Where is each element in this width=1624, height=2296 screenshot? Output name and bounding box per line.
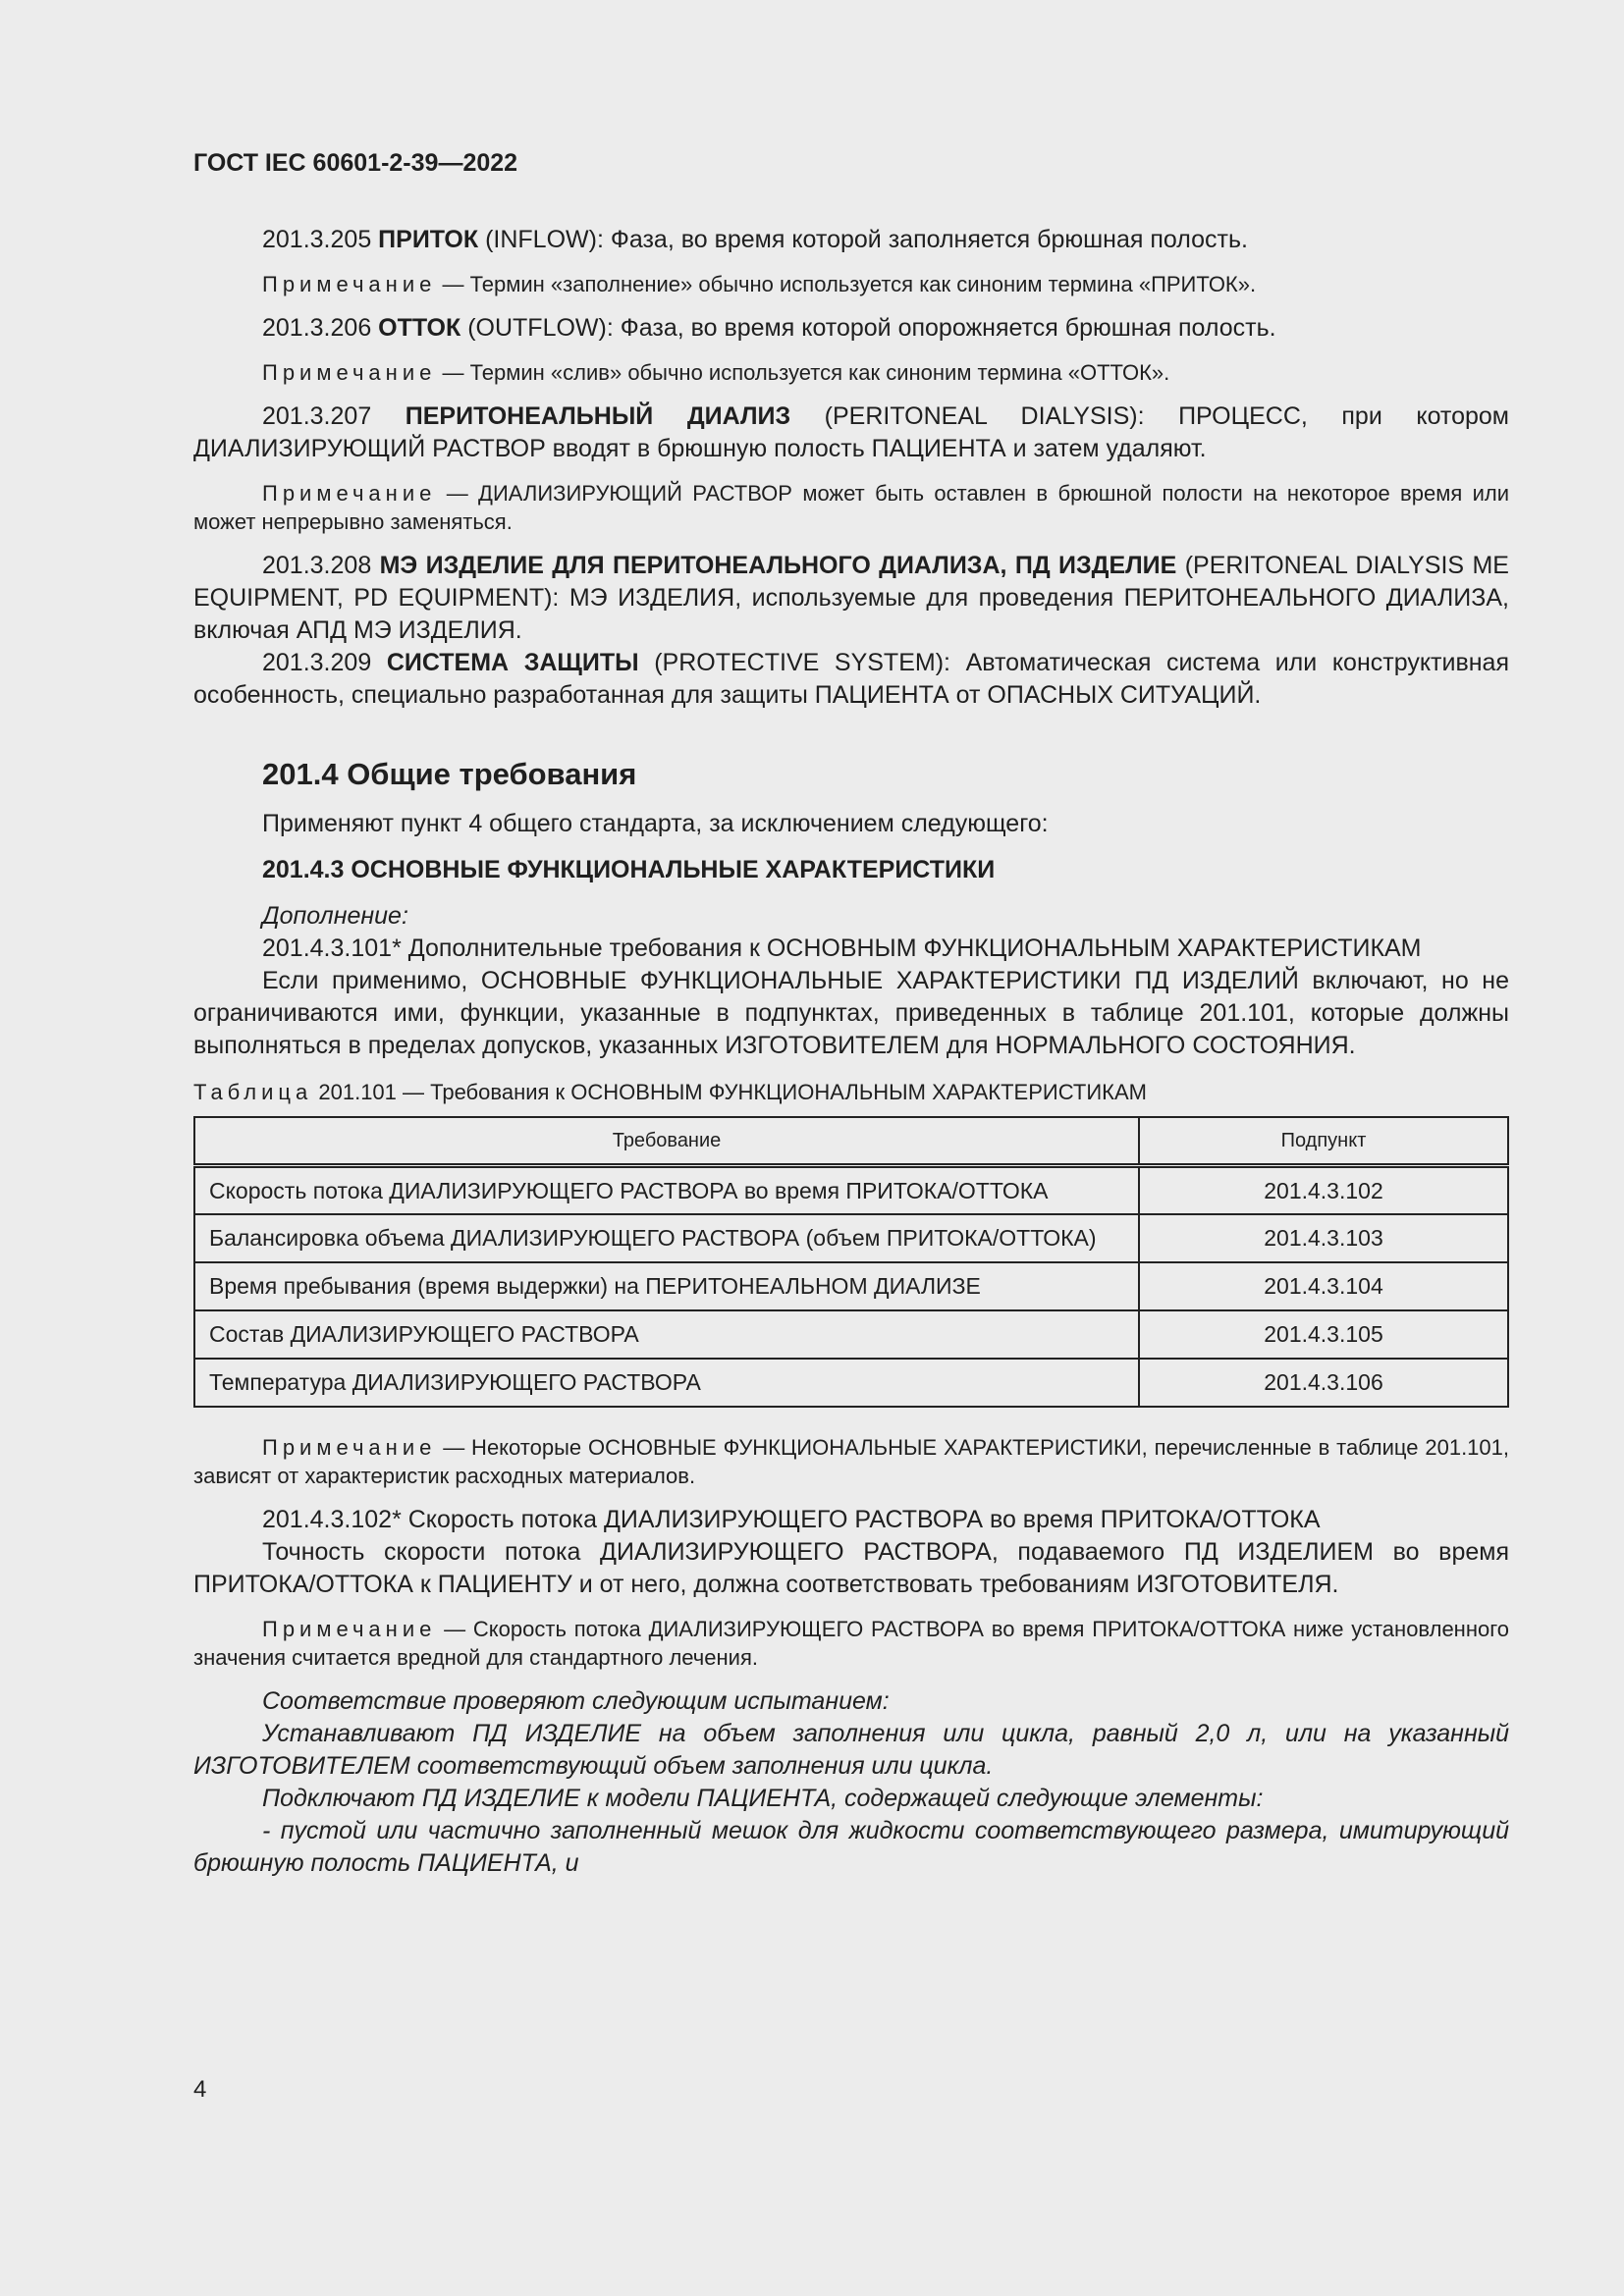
subsection-title: 201.4.3 ОСНОВНЫЕ ФУНКЦИОНАЛЬНЫЕ ХАРАКТЕРИСТИКИ	[262, 856, 996, 883]
page-number: 4	[193, 2076, 207, 2103]
table-row	[194, 1310, 1508, 1359]
def-term: СИСТЕМА ЗАЩИТЫ	[386, 649, 639, 676]
table-cell-requirement: Скорость потока ДИАЛИЗИРУЮЩЕГО РАСТВОРА во время ПРИТОКА/ОТТОКА	[194, 1166, 1139, 1214]
definition-207	[193, 400, 1509, 465]
note-text: — ДИАЛИЗИРУЮЩИЙ РАСТВОР может быть оставлен в брюшной полости на некоторое время или может непрерывно заменяться.	[193, 481, 1509, 534]
table-row	[194, 1214, 1508, 1262]
definition-205	[193, 224, 1509, 256]
note-207	[193, 479, 1509, 536]
test-step-3: - пустой или частично заполненный мешок для жидкости соответствующего размера, имитирующий брюшную полость ПАЦИЕНТА, и	[193, 1816, 1509, 1877]
def-text: (PERITONEAL DIALYSIS ME EQUIPMENT, PD EQUIPMENT): МЭ ИЗДЕЛИЯ, используемые для проведения ПЕРИТОНЕАЛЬНОГО ДИАЛИЗА, включая АПД МЭ ИЗДЕЛИЯ.	[193, 552, 1509, 644]
clause-102-title: 201.4.3.102* Скорость потока ДИАЛИЗИРУЮЩЕГО РАСТВОРА во время ПРИТОКА/ОТТОКА	[262, 1505, 1321, 1533]
def-term: ПРИТОК	[378, 226, 479, 253]
definition-209	[193, 647, 1509, 712]
def-term: МЭ ИЗДЕЛИЕ ДЛЯ ПЕРИТОНЕАЛЬНОГО ДИАЛИЗА, ПД ИЗДЕЛИЕ	[379, 552, 1177, 579]
table-cell-requirement: Время пребывания (время выдержки) на ПЕРИТОНЕАЛЬНОМ ДИАЛИЗЕ	[194, 1262, 1139, 1310]
def-number: 201.3.208	[262, 552, 380, 579]
table-cell-requirement: Состав ДИАЛИЗИРУЮЩЕГО РАСТВОРА	[194, 1310, 1139, 1359]
requirements-table	[193, 1116, 1509, 1408]
table-caption	[193, 1078, 1509, 1106]
table-row	[194, 1166, 1508, 1214]
clause-102-note	[193, 1615, 1509, 1672]
page-content	[193, 224, 1509, 1880]
def-text: (PROTECTIVE SYSTEM): Автоматическая система или конструктивная особенность, специально разработанная для защиты ПАЦИЕНТА от ОПАСНЫХ СИТУАЦИЙ.	[193, 649, 1509, 709]
definition-206	[193, 312, 1509, 345]
def-term: ОТТОК	[378, 314, 461, 342]
def-text: (OUTFLOW): Фаза, во время которой опорожняется брюшная полость.	[460, 314, 1276, 342]
note-label: Примечание	[262, 1616, 437, 1641]
caption-text: 201.101 — Требования к ОСНОВНЫМ ФУНКЦИОНАЛЬНЫМ ХАРАКТЕРИСТИКАМ	[312, 1080, 1147, 1104]
table-cell-subclause: 201.4.3.106	[1139, 1359, 1508, 1407]
clause-101-title: 201.4.3.101* Дополнительные требования к ОСНОВНЫМ ФУНКЦИОНАЛЬНЫМ ХАРАКТЕРИСТИКАМ	[262, 934, 1422, 962]
definition-208	[193, 550, 1509, 647]
note-label: Примечание	[262, 272, 437, 296]
def-number: 201.3.207	[262, 402, 406, 430]
table-cell-subclause: 201.4.3.104	[1139, 1262, 1508, 1310]
def-number: 201.3.205	[262, 226, 379, 253]
clause-102-body: Точность скорости потока ДИАЛИЗИРУЮЩЕГО РАСТВОРА, подаваемого ПД ИЗДЕЛИЕМ во время ПРИТОКА/ОТТОКА к ПАЦИЕНТУ и от него, должна соответствовать требованиям ИЗГОТОВИТЕЛЯ.	[193, 1537, 1509, 1598]
test-step-1: Устанавливают ПД ИЗДЕЛИЕ на объем заполнения или цикла, равный 2,0 л, или на указанный ИЗГОТОВИТЕЛЕМ соответствующий объем заполнения или цикла.	[193, 1719, 1509, 1780]
def-number: 201.3.206	[262, 314, 379, 342]
def-number: 201.3.209	[262, 649, 387, 676]
note-206	[193, 358, 1509, 387]
column-header-requirement: Требование	[194, 1117, 1139, 1166]
table-row	[194, 1359, 1508, 1407]
table-cell-subclause: 201.4.3.103	[1139, 1214, 1508, 1262]
section-intro: Применяют пункт 4 общего стандарта, за исключением следующего:	[262, 810, 1049, 837]
table-cell-requirement: Балансировка объема ДИАЛИЗИРУЮЩЕГО РАСТВОРА (объем ПРИТОКА/ОТТОКА)	[194, 1214, 1139, 1262]
note-label: Примечание	[262, 481, 437, 506]
note-label: Примечание	[262, 360, 437, 385]
table-note	[193, 1433, 1509, 1490]
def-term: ПЕРИТОНЕАЛЬНЫЙ ДИАЛИЗ	[405, 402, 791, 430]
note-text: — Термин «слив» обычно используется как синоним термина «ОТТОК».	[436, 360, 1170, 385]
addition-label: Дополнение:	[262, 902, 408, 930]
test-intro: Соответствие проверяют следующим испытанием:	[262, 1686, 890, 1715]
test-step-2: Подключают ПД ИЗДЕЛИЕ к модели ПАЦИЕНТА, содержащей следующие элементы:	[262, 1784, 1264, 1812]
table-cell-subclause: 201.4.3.105	[1139, 1310, 1508, 1359]
note-label: Примечание	[262, 1434, 437, 1460]
def-text: (INFLOW): Фаза, во время которой заполняется брюшная полость.	[478, 226, 1248, 253]
note-text: — Скорость потока ДИАЛИЗИРУЮЩЕГО РАСТВОРА во время ПРИТОКА/ОТТОКА ниже установленного значения считается вредной для стандартного лечения.	[193, 1616, 1509, 1670]
note-text: — Некоторые ОСНОВНЫЕ ФУНКЦИОНАЛЬНЫЕ ХАРАКТЕРИСТИКИ, перечисленные в таблице 201.101, зависят от характеристик расходных материалов.	[193, 1434, 1509, 1488]
clause-101-body: Если применимо, ОСНОВНЫЕ ФУНКЦИОНАЛЬНЫЕ ХАРАКТЕРИСТИКИ ПД ИЗДЕЛИЙ включают, но не ограничиваются ими, функции, указанные в подпунктах, приведенных в таблице 201.101, которые должны выполняться в пределах допусков, указанных ИЗГОТОВИТЕЛЕМ для НОРМАЛЬНОГО СОСТОЯНИЯ.	[193, 967, 1509, 1059]
caption-label: Таблица	[193, 1080, 313, 1104]
def-text: (PERITONEAL DIALYSIS): ПРОЦЕСС, при котором ДИАЛИЗИРУЮЩИЙ РАСТВОР вводят в брюшную полость ПАЦИЕНТА и затем удаляют.	[193, 402, 1509, 462]
table-cell-requirement: Температура ДИАЛИЗИРУЮЩЕГО РАСТВОРА	[194, 1359, 1139, 1407]
table-row	[194, 1262, 1508, 1310]
section-title: 201.4 Общие требования	[262, 757, 637, 791]
note-text: — Термин «заполнение» обычно используется как синоним термина «ПРИТОК».	[436, 272, 1257, 296]
table-cell-subclause: 201.4.3.102	[1139, 1166, 1508, 1214]
document-header: ГОСТ IEC 60601-2-39—2022	[193, 149, 518, 177]
note-205	[193, 270, 1509, 298]
column-header-subclause: Подпункт	[1139, 1117, 1508, 1166]
